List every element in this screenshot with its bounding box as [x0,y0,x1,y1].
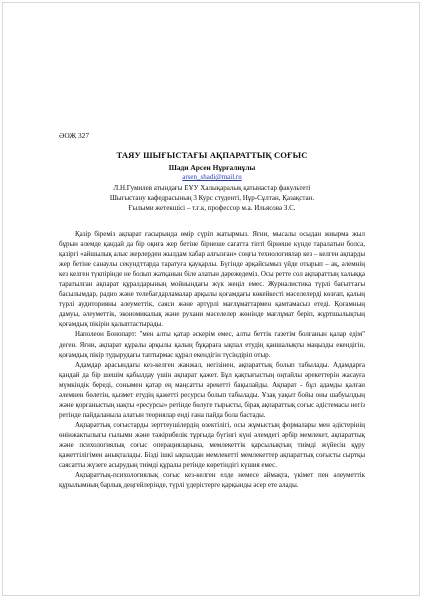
udc-code: ӘОЖ 327 [59,131,90,140]
body-paragraph: Наполеон Бонопарт: "мен алты қатар әскерім емес, алты беттік газетім болғанын қалар едім" деген. Яғни, ақпарат құралы арқылы қалың бұқараға ықпал етудің қаншалықты маңызды екендігін, қоғамдық пікір тудырудағы таптырмас құрал екендігін түсіндіріп отыр. [59,330,365,359]
author-email-link[interactable]: arsen_shadi@mail.ru [182,173,242,181]
article-title: ТАЯУ ШЫҒЫСТАҒЫ АҚПАРАТТЫҚ СОҒЫС [116,150,308,160]
body-paragraph: Ақпараттық-психологиялық соғыс кез-келген елде немесе аймақта, үкімет пен әлеуметтік құрылымның барлық деңгейлерінде, түрлі үдерістерге қарқынды әсер ете алады. [59,471,365,490]
author-name: Шади Арсен Нұрғалиұлы [168,163,256,172]
affiliation-line: Ғылыми жетекшісі – т.ғ.к, профессор м.а. Ильясова З.С. [128,204,296,212]
body-paragraph: Қазір біреміз ақпарат ғасырында өмір сүріп жатырмыз. Яғни, мысалы осыдан жиырма жыл бұрын әлемде қандай да бір оқиға жер бетіне бірнеше сағатта тіпті бірнеше күнде таралатын болса, қазіргі «айшылық алыс жерлерден жылдам хабар алғызған» соңғы технологиялар кез – келген ақпарды жер бетіне санаулы секундттарда таратуға қауқарлы. Бүгінде әрқайсымыз үйде отырып – ақ, әлемнің кез келген түкпірінде не болып жатқанын біле алатын дәрежедеміз. Осы ретте сол ақпараттың халыққа таратылған ақпарат құралдарының мойнындағы жүк жеңіл емес. Журналистика түрлі бағыттағы басылымдар, радио және телебағдарламалар арқылы қоғамдағы көкейкесті мәселелерді көзғап, қалың түрлі аудиторияны әлеуметтік, саяси және әртүрлі мағлұматтармен қамтамасыз етеді. Қоғамның дамуы, әлеуметтік, экономикалық және рухани мәселелер жөнінде мағлұмат беріп, жұртшылықтың қоғамдық пікірін қалыптастырады. [59,230,365,329]
body-paragraph: Адамдар арасындағы кез-келген жанжал, негізінен, ақпараттық болып табылады. Адамдарға қандай да бір шешім қабылдау үшін ақпарат қажет. Бұл қақтығыстың оңтайлы әрекеттерін жасауға мүмкіндік береді, сонымен қатар ең маңсатты әрекетті бақылайды. Ақпарат - бұл адамды қалған әлемнен бөлетін, қызмет етудің қажетті ресурсы болып табылады. Ұзақ уақыт бойы оны шабуылдың және қорғаныстың нақты «ресурсы» ретінде бөлуге тырысты, бірақ ақпараттық соғыс әдістемасы негіз ретінде пайдаланыла алатын теориялар енді ғана пайда бола бастады. [59,360,365,419]
affiliation-line: Шығыстану кафедрасының 3 Курс студенті, Нұр-Сұлтан, Қазақстан. [109,194,315,202]
author-email-line [0,173,424,182]
body-paragraph: Ақпараттық соғыстарды зерттеушілердің өзектілігі, осы жұмыстың формалары мен әдістерінің өнінжактылығы ғылыми және тәжірибелік тұрғыда бүгінгі күні әлемдегі әрбір мемлекет, ақпараттық және психологиялық соғыс операцияларына, мемлекеттік қарсылықтың тиімді жүйесін құру қажеттілігімен анықталады. Бізді ішкі ықпалдан мемлекетті мемлекеттер ақпараттық соғысты сыртқы саясатты жүзеге асырудың тиімді құралы ретінде көретіндігі күшия емес. [59,420,365,470]
affiliation-line: Л.Н.Гумилев атындағы ЕҰУ Халықаралық қатынастар факультеті [113,184,311,192]
article-body [59,229,365,490]
affiliation-block [0,183,424,213]
